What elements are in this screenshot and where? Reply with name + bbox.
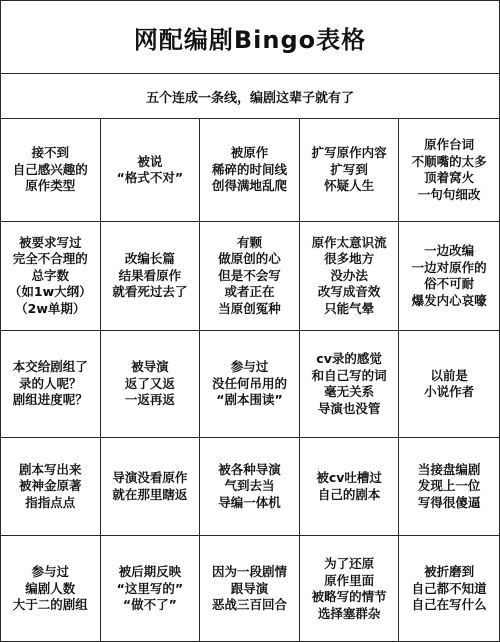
bingo-cell: 剧本写出来 被神金原著 指指点点 — [1, 438, 101, 536]
bingo-cell: 有颗 做原创的心 但是不会写 或者正在 当原创冤种 — [200, 222, 300, 331]
bingo-cell: 被cv吐槽过 自己的剧本 — [300, 438, 400, 536]
bingo-cell: 因为一段剧情 跟导演 恶战三百回合 — [200, 536, 300, 642]
bingo-cell: 原作太意识流 很多地方 没办法 改写成音效 只能气晕 — [300, 222, 400, 331]
bingo-cell: 被后期反映 “这里写的” “做不了” — [101, 536, 201, 642]
bingo-cell: 本交给剧组了 录的人呢？ 剧组进度呢？ — [1, 331, 101, 438]
page-title: 网配编剧Bingo表格 — [1, 1, 499, 74]
bingo-cell: 被说 “格式不对” — [101, 119, 201, 222]
bingo-cell: 接不到 自己感兴趣的 原作类型 — [1, 119, 101, 222]
bingo-cell: 被折磨到 自己都不知道 自己在写什么 — [411, 564, 487, 613]
bingo-cell: 参与过 编剧人数 大于二的剧组 — [1, 536, 101, 642]
bingo-cell: 被导演 返了又返 一返再返 — [101, 331, 201, 438]
bingo-cell: cv录的感觉 和自己写的词 毫无关系 导演也没管 — [300, 331, 400, 438]
bingo-cell: 导演没看原作 就在那里瞎返 — [101, 438, 201, 536]
bingo-cell: 被各种导演 气到去当 导编一体机 — [200, 438, 300, 536]
bingo-grid — [1, 119, 499, 642]
bingo-cell: 被原作 稀碎的时间线 创得满地乱爬 — [200, 119, 300, 222]
bingo-cell: 为了还原 原作里面 被略写的情节 选择塞群杂 — [300, 536, 400, 642]
bingo-cell: 改编长篇 结果看原作 就看死过去了 — [101, 222, 201, 331]
bingo-cell: 原作台词 不顺嘴的太多 顶着窝火 一句句细改 — [399, 119, 499, 222]
bingo-cell: 扩写原作内容 扩写到 怀疑人生 — [300, 119, 400, 222]
bingo-cell: 一边改编 一边对原作的 俗不可耐 爆发内心哀嚎 — [399, 222, 499, 331]
subtitle: 五个连成一条线，编剧这辈子就有了 — [1, 74, 499, 119]
bingo-cell: 以前是 小说作者 — [399, 331, 499, 438]
bingo-cell: 当接盘编剧 发现上一位 写得很傻逼 — [399, 438, 499, 536]
bingo-cell: 被要求写过 完全不合理的 总字数 （如1w大纲） （2w单期） — [1, 222, 101, 331]
bingo-cell: 参与过 没任何吊用的 “剧本围读” — [200, 331, 300, 438]
